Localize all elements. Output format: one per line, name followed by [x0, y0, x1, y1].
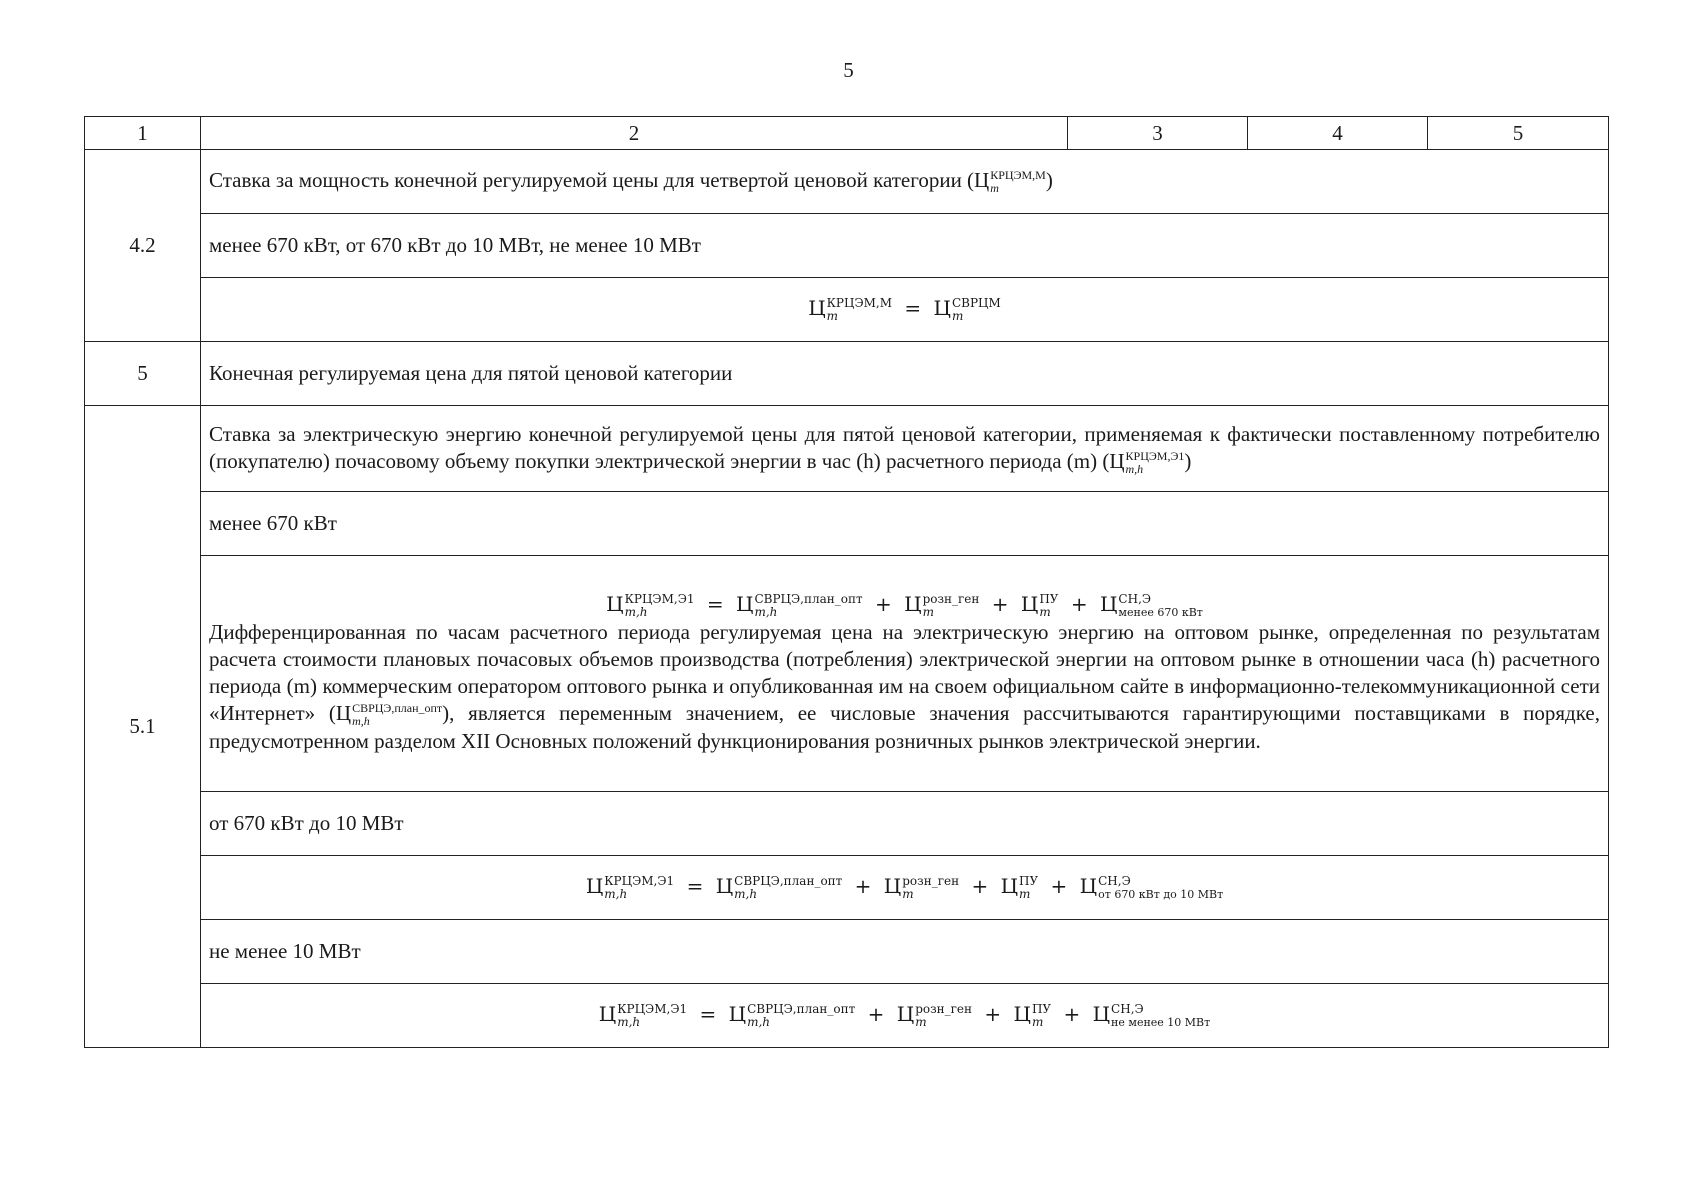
subscript: m,h [617, 1014, 641, 1029]
equals-sign: = [904, 296, 922, 321]
page-number: 5 [843, 58, 854, 82]
symbol-indices [902, 875, 959, 901]
power-range: менее 670 кВт [201, 492, 1609, 556]
superscript: СН,Э [1111, 1001, 1144, 1016]
row-4-2-formula [85, 278, 1609, 342]
subscript: m,h [604, 886, 628, 901]
subscript: не менее 10 МВт [1111, 1015, 1211, 1029]
header-col-4: 4 [1248, 117, 1428, 150]
formula-symbol: Ц [1020, 592, 1039, 617]
symbol-indices [1019, 875, 1038, 901]
note-text: Дифференцированная по часам расчетного периода регулируемая цена на электрическую энергию на оптовом рынке, определенная по результатам расчета стоимости плановых почасовых объемов производства (потребления) электрической энергии на оптовом рынке в отношении часа (h) расчетного периода (m) коммерческим оператором оптового рынка и опубликованная им на своем официальном сайте в информационно-телекоммуникационной сети «Интернет» (Ц [209, 619, 1600, 725]
plus-sign: + [1050, 874, 1068, 899]
subscript: m,h [352, 713, 370, 728]
formula-symbol: Ц [715, 874, 734, 899]
formula-symbol: Ц [598, 1002, 617, 1027]
superscript: КРЦЭМ,Э1 [624, 591, 695, 606]
row-number: 5 [85, 342, 201, 406]
symbol-indices [1032, 1003, 1051, 1029]
symbol-indices [617, 1003, 687, 1029]
subscript: m [826, 308, 839, 323]
symbol-indices [352, 702, 442, 728]
superscript: СВРЦЭ,план_опт [754, 591, 863, 606]
subscript: m,h [754, 604, 778, 619]
power-range: от 670 кВт до 10 МВт [201, 792, 1609, 856]
row-number: 4.2 [85, 150, 201, 342]
superscript: розн_ген [902, 873, 960, 888]
subscript: m [990, 181, 999, 196]
superscript: СВРЦЭ,план_опт [747, 1001, 856, 1016]
superscript: КРЦЭМ,Э1 [617, 1001, 688, 1016]
superscript: ПУ [1019, 873, 1039, 888]
formula-symbol: Ц [1013, 1002, 1031, 1027]
formula-symbol: Ц [1000, 874, 1019, 899]
subscript: m [915, 1014, 927, 1029]
plus-sign: + [971, 874, 989, 899]
equals-sign: = [686, 874, 704, 899]
row-5-1-formula-3 [85, 984, 1609, 1048]
plus-sign: + [1063, 1002, 1081, 1027]
subscript: менее 670 кВт [1118, 605, 1203, 619]
plus-sign: + [984, 1002, 1002, 1027]
subscript: m [1039, 604, 1051, 619]
row-5-1-range-3 [85, 920, 1609, 984]
superscript: ПУ [1031, 1001, 1052, 1016]
subscript: m,h [734, 886, 758, 901]
row-title [201, 150, 1609, 214]
tariff-table [84, 116, 1609, 1048]
title-text: Ставка за мощность конечной регулируемой цены для четвертой ценовой категории (Ц [209, 167, 990, 192]
row-5 [85, 342, 1609, 406]
symbol-indices [1126, 450, 1185, 476]
plus-sign: + [874, 592, 892, 617]
subscript: m [1031, 1014, 1044, 1029]
header-col-1: 1 [85, 117, 201, 150]
superscript: СВРЦЭ,план_опт [352, 700, 443, 715]
symbol-indices [827, 297, 892, 323]
plus-sign: + [1070, 592, 1088, 617]
title-text: Ставка за электрическую энергию конечной регулируемой цены для пятой ценовой категории, применяемая к фактически поставленному потребителю (покупателю) почасовому объему покупки электрической энергии в час (h) расчетного периода (m) (Ц [209, 421, 1600, 473]
formula-symbol: Ц [904, 592, 922, 617]
subscript: m [951, 308, 964, 323]
formula-with-note [201, 556, 1609, 792]
formula-symbol: Ц [728, 1002, 747, 1027]
superscript: ПУ [1039, 591, 1059, 606]
power-range: не менее 10 МВт [201, 920, 1609, 984]
subscript: m [922, 604, 934, 619]
formula-symbol: Ц [896, 1002, 915, 1027]
row-title [201, 406, 1609, 492]
superscript: СН,Э [1098, 873, 1131, 888]
symbol-indices [952, 297, 1001, 323]
formula-symbol: Ц [606, 592, 624, 617]
superscript: КРЦЭМ,М [826, 295, 893, 310]
subscript: m [902, 886, 914, 901]
symbol-indices [754, 593, 862, 619]
title-end: ) [1045, 167, 1053, 192]
subscript: от 670 кВт до 10 МВт [1098, 887, 1224, 901]
superscript: СН,Э [1118, 591, 1152, 606]
note-text: ), является переменным значением, ее числовые значения рассчитываются гарантирующими поставщиками в порядке, предусмотренном разделом XII Основных положений функционирования розничных рынков электрической энергии. [209, 700, 1600, 753]
row-number: 5.1 [85, 406, 201, 1048]
formula [201, 856, 1609, 920]
row-title: Конечная регулируемая цена для пятой ценовой категории [201, 342, 1609, 406]
plus-sign: + [854, 874, 872, 899]
symbol-indices [747, 1003, 855, 1029]
row-5-1-formula-2 [85, 856, 1609, 920]
formula-symbol: Ц [883, 874, 902, 899]
row-5-1-title [85, 406, 1609, 492]
title-end: ) [1184, 448, 1192, 473]
symbol-indices [734, 875, 842, 901]
row-5-1-range-2 [85, 792, 1609, 856]
plus-sign: + [991, 592, 1009, 617]
header-col-2: 2 [201, 117, 1068, 150]
plus-sign: + [867, 1002, 885, 1027]
formula-symbol: Ц [1092, 1002, 1111, 1027]
superscript: КРЦЭМ,Э1 [604, 873, 675, 888]
subscript: m,h [1125, 462, 1144, 477]
power-range: менее 670 кВт, от 670 кВт до 10 МВт, не менее 10 МВт [201, 214, 1609, 278]
superscript: розн_ген [922, 591, 980, 606]
symbol-indices [1111, 1003, 1210, 1029]
subscript: m [1019, 886, 1031, 901]
superscript: розн_ген [915, 1001, 973, 1016]
subscript: m,h [624, 604, 648, 619]
header-col-5: 5 [1428, 117, 1609, 150]
superscript: КРЦЭМ,М [990, 168, 1046, 183]
symbol-indices [923, 593, 980, 619]
equals-sign: = [706, 592, 724, 617]
symbol-indices [1039, 593, 1058, 619]
header-row [85, 117, 1609, 150]
superscript: СВРЦМ [951, 295, 1001, 310]
equals-sign: = [699, 1002, 717, 1027]
header-col-3: 3 [1068, 117, 1248, 150]
symbol-indices [625, 593, 695, 619]
formula-symbol: Ц [1099, 592, 1118, 617]
symbol-indices [990, 169, 1046, 195]
row-5-1-formula-1 [85, 556, 1609, 792]
row-5-1-range-1 [85, 492, 1609, 556]
symbol-indices [1098, 875, 1223, 901]
formula-symbol: Ц [585, 874, 604, 899]
symbol-indices [1118, 593, 1202, 619]
formula-symbol: Ц [736, 592, 754, 617]
formula-symbol: Ц [933, 296, 951, 321]
superscript: СВРЦЭ,план_опт [734, 873, 843, 888]
row-4-2-title [85, 150, 1609, 214]
formula-note [209, 619, 1600, 755]
formula [201, 984, 1609, 1048]
formula [209, 592, 1600, 619]
subscript: m,h [747, 1014, 770, 1029]
row-4-2-range [85, 214, 1609, 278]
formula-symbol: Ц [808, 296, 826, 321]
formula-symbol: Ц [1079, 874, 1098, 899]
formula [201, 278, 1609, 342]
superscript: КРЦЭМ,Э1 [1125, 449, 1185, 464]
symbol-indices [915, 1003, 972, 1029]
symbol-indices [604, 875, 674, 901]
